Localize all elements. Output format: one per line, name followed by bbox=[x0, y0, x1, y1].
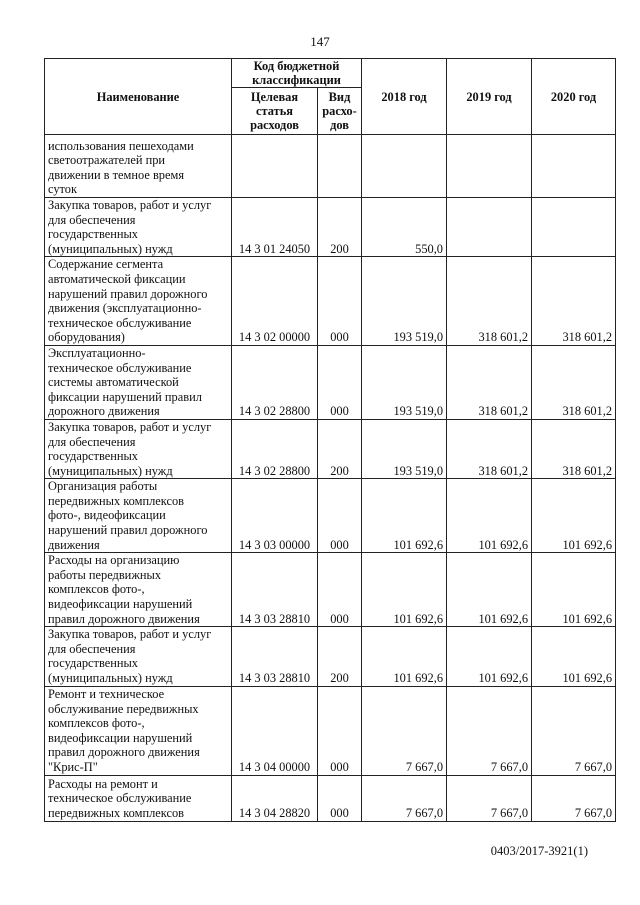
budget-table bbox=[44, 58, 616, 822]
row-name: Закупка товаров, работ и услуг для обеспечения государственных (муниципальных) нужд bbox=[45, 627, 232, 686]
row-target-article: 14 3 04 28820 bbox=[232, 775, 318, 821]
row-value-2019: 101 692,6 bbox=[447, 553, 532, 627]
row-value-2018: 7 667,0 bbox=[362, 686, 447, 775]
row-value-2019: 318 601,2 bbox=[447, 257, 532, 346]
table-row bbox=[45, 627, 616, 686]
table-row bbox=[45, 686, 616, 775]
row-target-article: 14 3 01 24050 bbox=[232, 198, 318, 257]
row-value-2018: 7 667,0 bbox=[362, 775, 447, 821]
row-expense-kind: 200 bbox=[318, 198, 362, 257]
row-value-2018: 550,0 bbox=[362, 198, 447, 257]
row-value-2020: 318 601,2 bbox=[532, 257, 616, 346]
row-expense-kind: 200 bbox=[318, 627, 362, 686]
header-target-article: Целевая статья расходов bbox=[232, 88, 318, 135]
row-value-2020: 101 692,6 bbox=[532, 479, 616, 553]
header-year-2020: 2020 год bbox=[532, 59, 616, 135]
row-expense-kind: 000 bbox=[318, 553, 362, 627]
header-expense-kind: Вид расхо-дов bbox=[318, 88, 362, 135]
row-value-2019: 7 667,0 bbox=[447, 686, 532, 775]
page-number: 147 bbox=[310, 34, 330, 49]
header-year-2018: 2018 год bbox=[362, 59, 447, 135]
header-budget-code: Код бюджетной классификации bbox=[232, 59, 362, 88]
row-expense-kind: 000 bbox=[318, 479, 362, 553]
row-value-2019: 318 601,2 bbox=[447, 345, 532, 419]
row-target-article: 14 3 03 28810 bbox=[232, 627, 318, 686]
row-value-2019: 7 667,0 bbox=[447, 775, 532, 821]
row-target-article: 14 3 03 00000 bbox=[232, 479, 318, 553]
header-name: Наименование bbox=[45, 59, 232, 135]
row-name: Закупка товаров, работ и услуг для обеспечения государственных (муниципальных) нужд bbox=[45, 419, 232, 478]
table-row bbox=[45, 345, 616, 419]
table-row bbox=[45, 553, 616, 627]
row-name: Эксплуатационно- техническое обслуживание системы автоматической фиксации нарушений правил дорожного движения bbox=[45, 345, 232, 419]
row-expense-kind: 000 bbox=[318, 345, 362, 419]
row-target-article: 14 3 03 28810 bbox=[232, 553, 318, 627]
row-value-2019: 101 692,6 bbox=[447, 479, 532, 553]
table-row bbox=[45, 775, 616, 821]
row-name: Расходы на ремонт и техническое обслуживание передвижных комплексов bbox=[45, 775, 232, 821]
row-value-2018: 101 692,6 bbox=[362, 627, 447, 686]
row-value-2020: 101 692,6 bbox=[532, 627, 616, 686]
row-value-2020: 318 601,2 bbox=[532, 345, 616, 419]
row-value-2019: 318 601,2 bbox=[447, 419, 532, 478]
row-target-article: 14 3 02 28800 bbox=[232, 345, 318, 419]
row-target-article: 14 3 02 00000 bbox=[232, 257, 318, 346]
row-expense-kind bbox=[318, 135, 362, 198]
row-value-2018: 193 519,0 bbox=[362, 257, 447, 346]
row-value-2018: 101 692,6 bbox=[362, 479, 447, 553]
row-value-2020: 318 601,2 bbox=[532, 419, 616, 478]
row-name: Закупка товаров, работ и услуг для обеспечения государственных (муниципальных) нужд bbox=[45, 198, 232, 257]
table-row bbox=[45, 419, 616, 478]
row-expense-kind: 000 bbox=[318, 775, 362, 821]
row-value-2019 bbox=[447, 198, 532, 257]
row-name: Содержание сегмента автоматической фиксации нарушений правил дорожного движения (эксплуатационно- техническое обслуживание оборудования) bbox=[45, 257, 232, 346]
row-value-2020 bbox=[532, 198, 616, 257]
row-expense-kind: 000 bbox=[318, 686, 362, 775]
row-value-2018: 193 519,0 bbox=[362, 345, 447, 419]
table-row bbox=[45, 135, 616, 198]
row-target-article: 14 3 02 28800 bbox=[232, 419, 318, 478]
row-name: Расходы на организацию работы передвижных комплексов фото-, видеофиксации нарушений правил дорожного движения bbox=[45, 553, 232, 627]
row-value-2020: 7 667,0 bbox=[532, 775, 616, 821]
table-row bbox=[45, 479, 616, 553]
row-value-2020: 7 667,0 bbox=[532, 686, 616, 775]
row-value-2020: 101 692,6 bbox=[532, 553, 616, 627]
row-value-2019: 101 692,6 bbox=[447, 627, 532, 686]
row-value-2018 bbox=[362, 135, 447, 198]
table-row bbox=[45, 198, 616, 257]
row-expense-kind: 000 bbox=[318, 257, 362, 346]
row-value-2019 bbox=[447, 135, 532, 198]
row-target-article bbox=[232, 135, 318, 198]
row-target-article: 14 3 04 00000 bbox=[232, 686, 318, 775]
row-value-2018: 193 519,0 bbox=[362, 419, 447, 478]
row-value-2018: 101 692,6 bbox=[362, 553, 447, 627]
row-value-2020 bbox=[532, 135, 616, 198]
document-code: 0403/2017-3921(1) bbox=[490, 844, 588, 858]
row-expense-kind: 200 bbox=[318, 419, 362, 478]
table-row bbox=[45, 257, 616, 346]
row-name: Организация работы передвижных комплексов фото-, видеофиксации нарушений правил дорожного движения bbox=[45, 479, 232, 553]
row-name: использования пешеходами светоотражателей при движении в темное время суток bbox=[45, 135, 232, 198]
row-name: Ремонт и техническое обслуживание передвижных комплексов фото-, видеофиксации нарушений правил дорожного движения "Крис-П" bbox=[45, 686, 232, 775]
header-year-2019: 2019 год bbox=[447, 59, 532, 135]
